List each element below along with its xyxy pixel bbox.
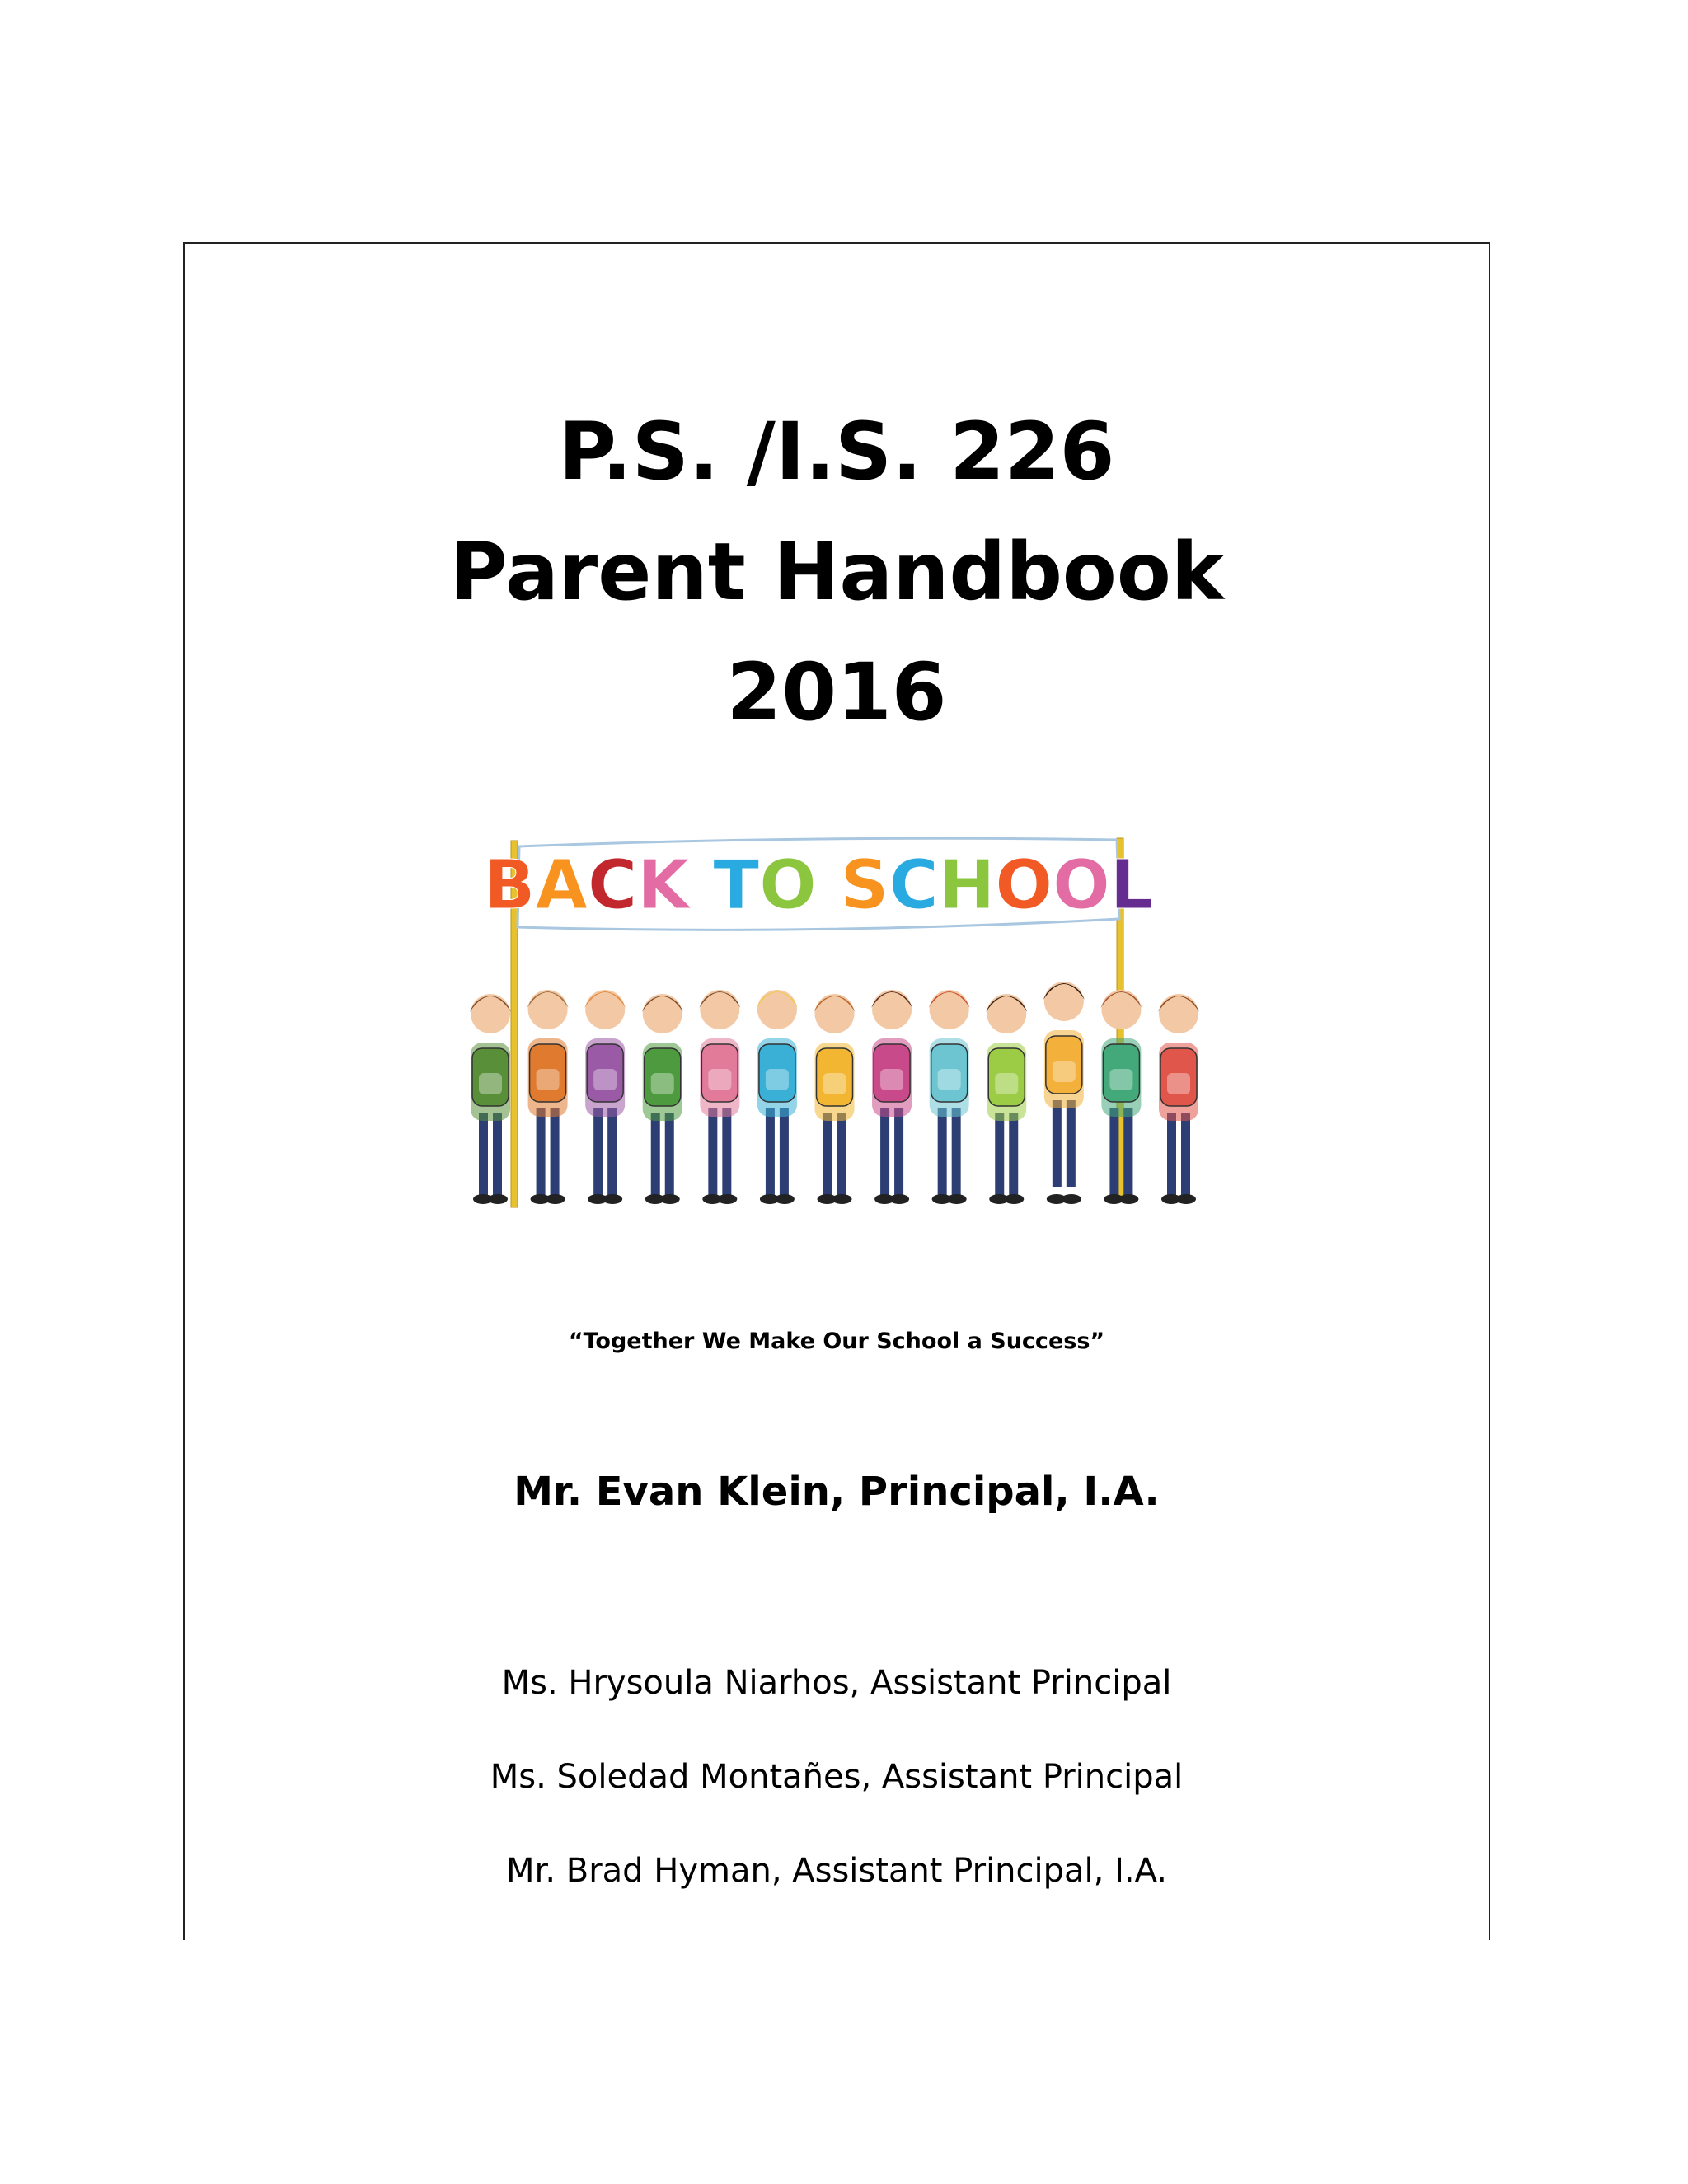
- child-figure: [528, 990, 569, 1204]
- child-figure: [1043, 982, 1085, 1204]
- assistant-principal-list: [183, 1658, 1490, 1940]
- banner-text: BACK TO SCHOOL: [483, 846, 1154, 925]
- child-figure: [584, 990, 626, 1204]
- title-line-handbook: Parent Handbook: [449, 526, 1224, 618]
- child-figure: [929, 990, 970, 1204]
- child-figure: [986, 994, 1027, 1204]
- child-figure: [1158, 994, 1199, 1204]
- child-figure: [470, 994, 511, 1204]
- staff-item: Ms. Hrysoula Niarhos, Assistant Principal: [501, 1664, 1172, 1702]
- back-to-school-illustration: [453, 828, 1220, 1216]
- child-figure: [871, 990, 912, 1204]
- title-line-year: 2016: [726, 646, 947, 738]
- child-figure: [757, 990, 798, 1204]
- child-figure: [699, 990, 740, 1204]
- staff-item: Mr. Brad Hyman, Assistant Principal, I.A.: [506, 1852, 1167, 1890]
- principal-name: Mr. Evan Klein, Principal, I.A.: [513, 1469, 1160, 1515]
- tagline: “Together We Make Our School a Success”: [568, 1329, 1105, 1354]
- children-group: [470, 982, 1199, 1204]
- child-figure: [814, 994, 856, 1204]
- document-title: [183, 391, 1490, 752]
- staff-item: Ms. Soledad Montañes, Assistant Principal: [490, 1758, 1184, 1796]
- title-line-school: P.S. /I.S. 226: [558, 405, 1115, 498]
- child-figure: [642, 994, 683, 1204]
